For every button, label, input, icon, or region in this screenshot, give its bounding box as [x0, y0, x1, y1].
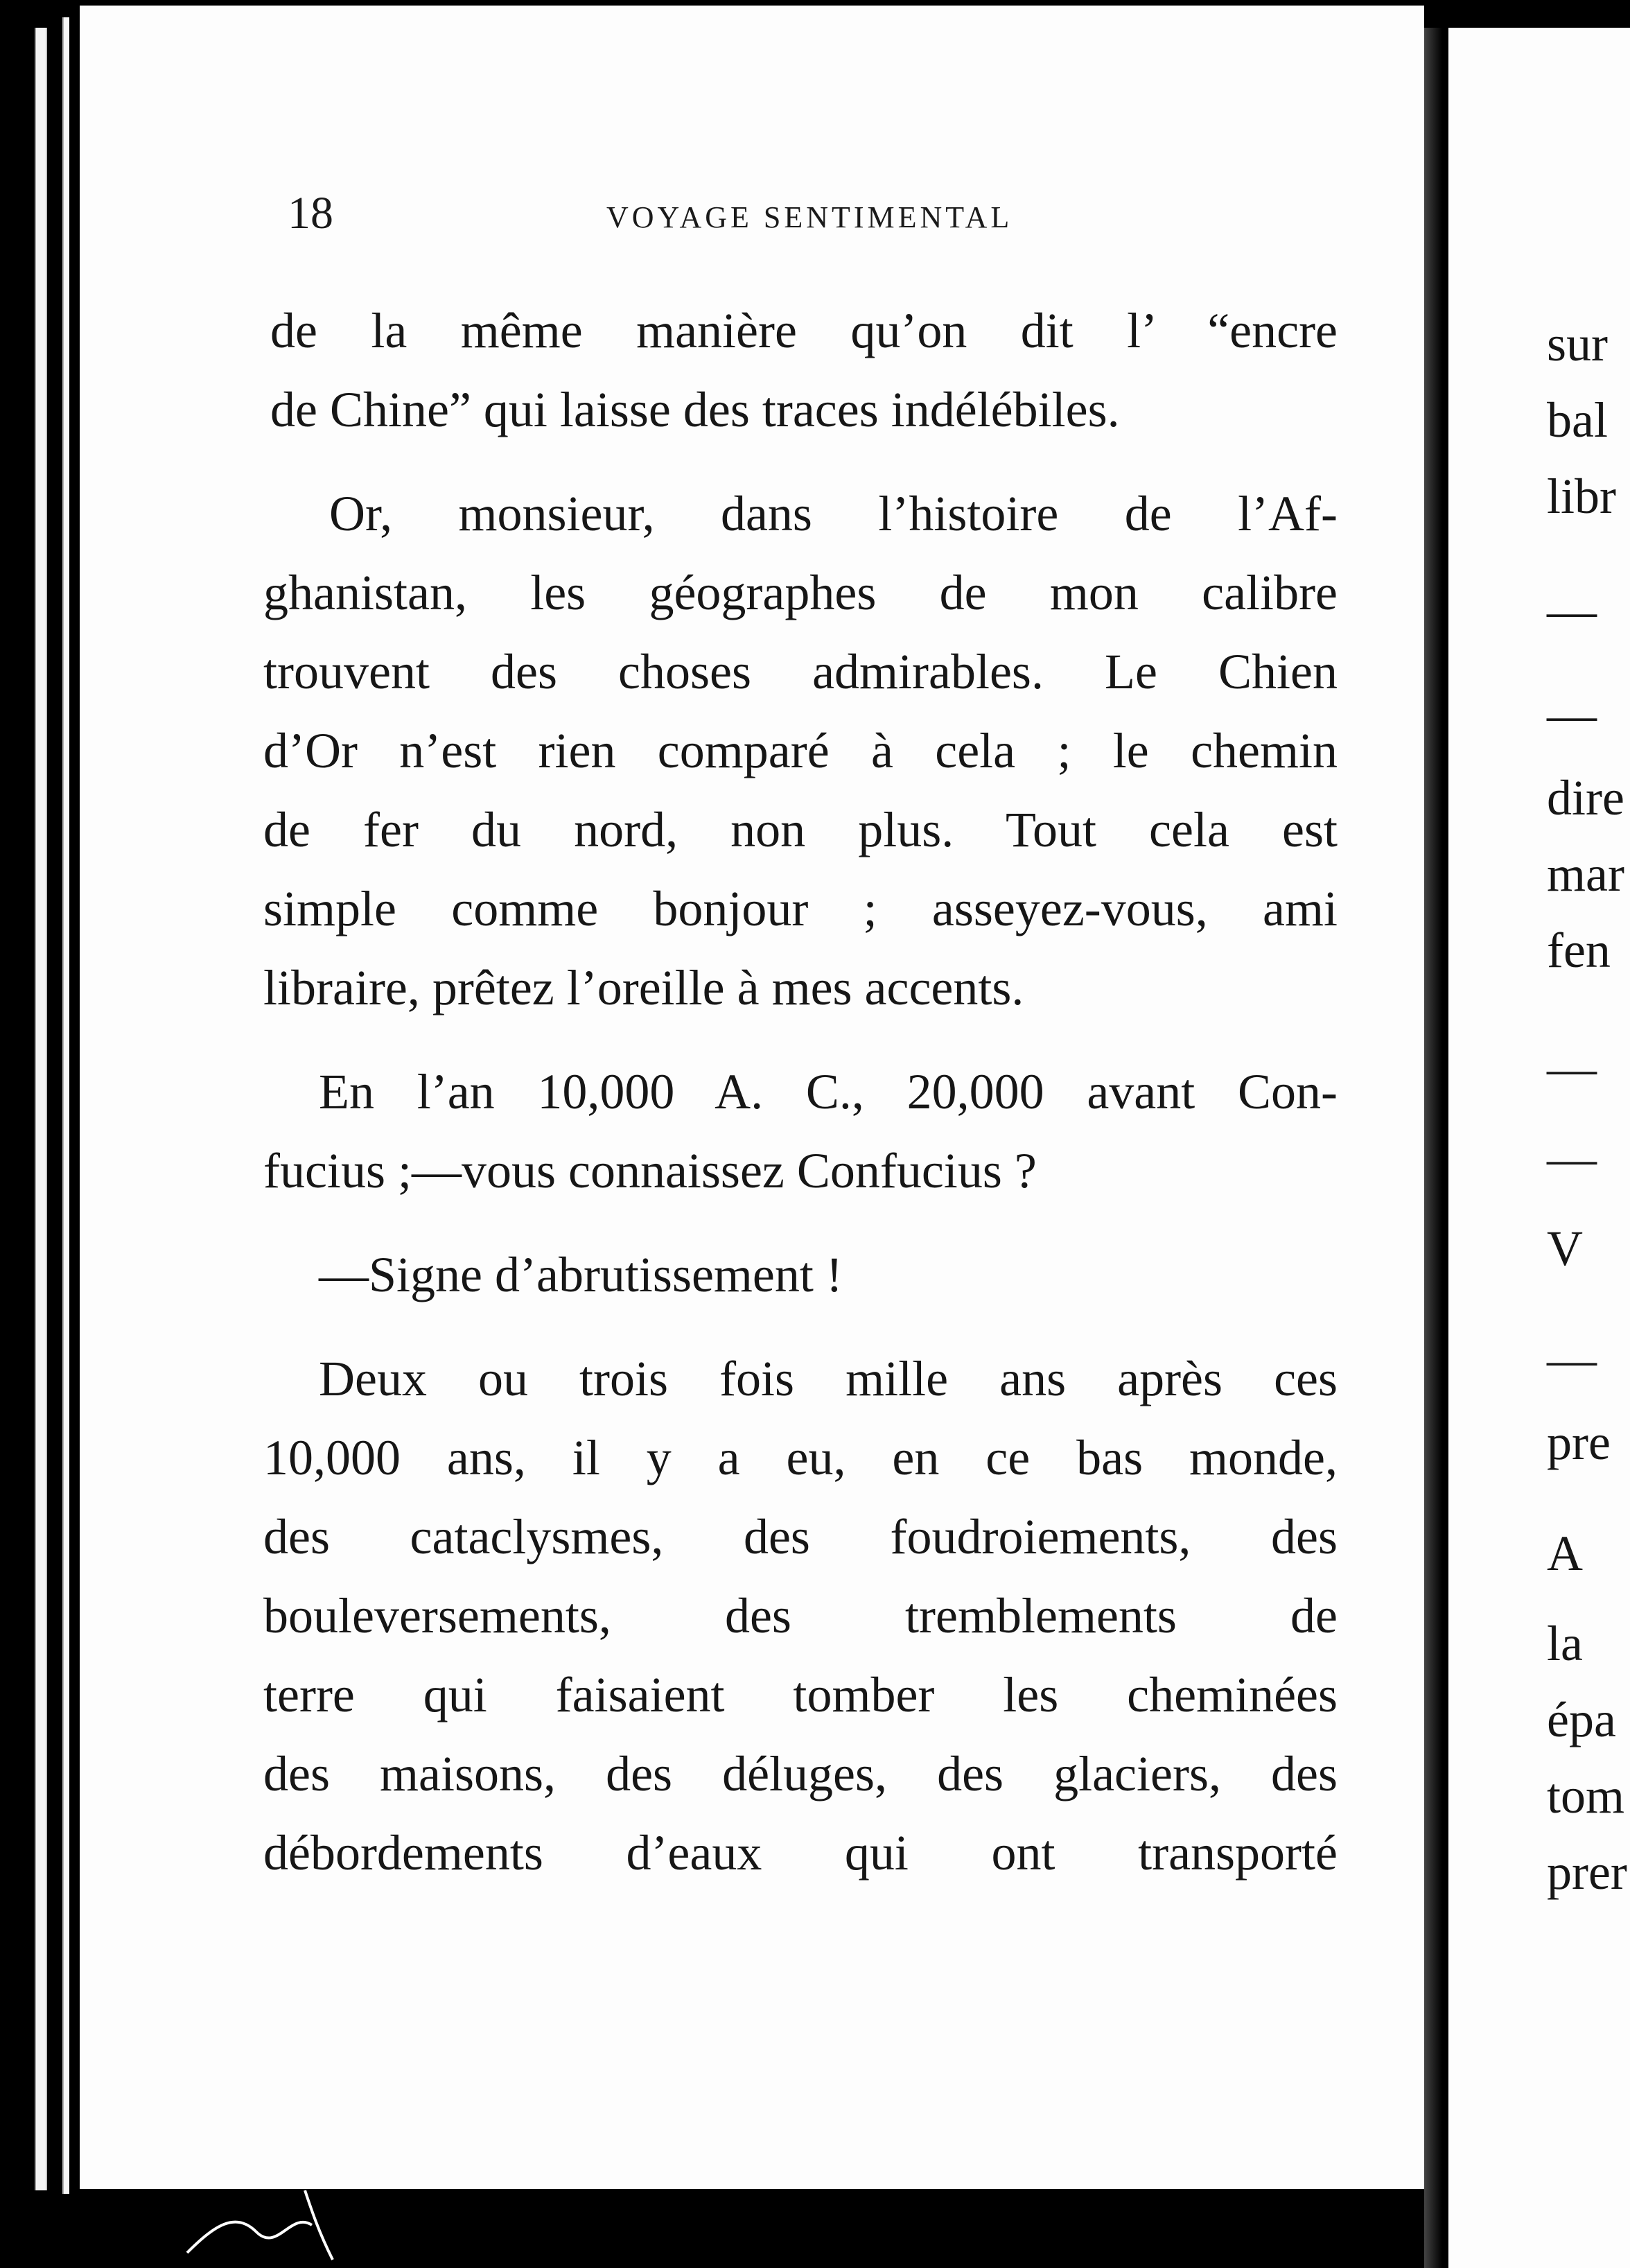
text-line: de fer du nord, non plus. Tout cela est [263, 802, 1338, 857]
text-line: fucius ;—vous connaissez Confucius ? [263, 1143, 1037, 1198]
text-line: de la même manière qu’on dit l’ “encre [270, 303, 1338, 358]
fragment: A [1547, 1526, 1583, 1581]
text-line: des cataclysmes, des foudroiements, des [263, 1509, 1338, 1564]
fragment: prer [1547, 1844, 1627, 1900]
fragment: — [1547, 1040, 1597, 1096]
text-line: Or, monsieur, dans l’histoire de l’Af- [329, 486, 1338, 541]
page-header [288, 187, 1410, 243]
fragment: — [1547, 1332, 1597, 1387]
fragment: pre [1547, 1415, 1611, 1470]
text-line: Deux ou trois fois mille ans après ces [319, 1351, 1338, 1406]
scan-artifact-mark [173, 2183, 381, 2267]
fragment: tom [1547, 1768, 1625, 1824]
fragment: épa [1547, 1692, 1616, 1747]
text-line: trouvent des choses admirables. Le Chien [263, 644, 1338, 699]
fragment: V [1547, 1221, 1583, 1276]
text-line: libraire, prêtez l’oreille à mes accents. [263, 960, 1024, 1015]
text-line: d’Or n’est rien comparé à cela ; le chemin [263, 723, 1338, 778]
text-line: bouleversements, des tremblements de [263, 1588, 1338, 1643]
fragment: la [1547, 1616, 1583, 1671]
page-edge-stack [35, 28, 47, 2190]
paragraph [263, 1235, 1338, 1314]
paragraph [263, 474, 1338, 1027]
text-line: En l’an 10,000 A. C., 20,000 avant Con- [319, 1064, 1338, 1119]
text-line: simple comme bonjour ; asseyez-vous, ami [263, 881, 1338, 936]
fragment: — [1547, 583, 1597, 638]
text-line: de Chine” qui laisse des traces indélébiles. [270, 382, 1120, 437]
page-number: 18 [288, 188, 333, 238]
text-line: ghanistan, les géographes de mon calibre [263, 565, 1338, 620]
fragment: libr [1547, 469, 1616, 524]
text-line: —Signe d’abrutissement ! [319, 1247, 843, 1302]
fragment: — [1547, 1131, 1597, 1186]
fragment: bal [1547, 392, 1608, 448]
paragraph [263, 1339, 1338, 1892]
text-line: terre qui faisaient tomber les cheminées [263, 1667, 1338, 1722]
text-line: débordements d’eaux qui ont transporté [263, 1825, 1338, 1881]
body-text [263, 291, 1338, 1892]
page-edge-stack-inner [62, 17, 69, 2194]
paragraph [263, 291, 1338, 449]
fragment: fen [1547, 923, 1611, 978]
fragment: sur [1547, 316, 1608, 372]
fragment: mar [1547, 846, 1624, 902]
fragment: — [1547, 687, 1597, 742]
fragment: dire [1547, 770, 1624, 826]
paragraph [263, 1052, 1338, 1210]
book-spine-gutter [1424, 28, 1442, 2268]
running-title: VOYAGE SENTIMENTAL [606, 200, 1013, 234]
text-line: des maisons, des déluges, des glaciers, des [263, 1746, 1338, 1802]
text-line: 10,000 ans, il y a eu, en ce bas monde, [263, 1430, 1338, 1485]
